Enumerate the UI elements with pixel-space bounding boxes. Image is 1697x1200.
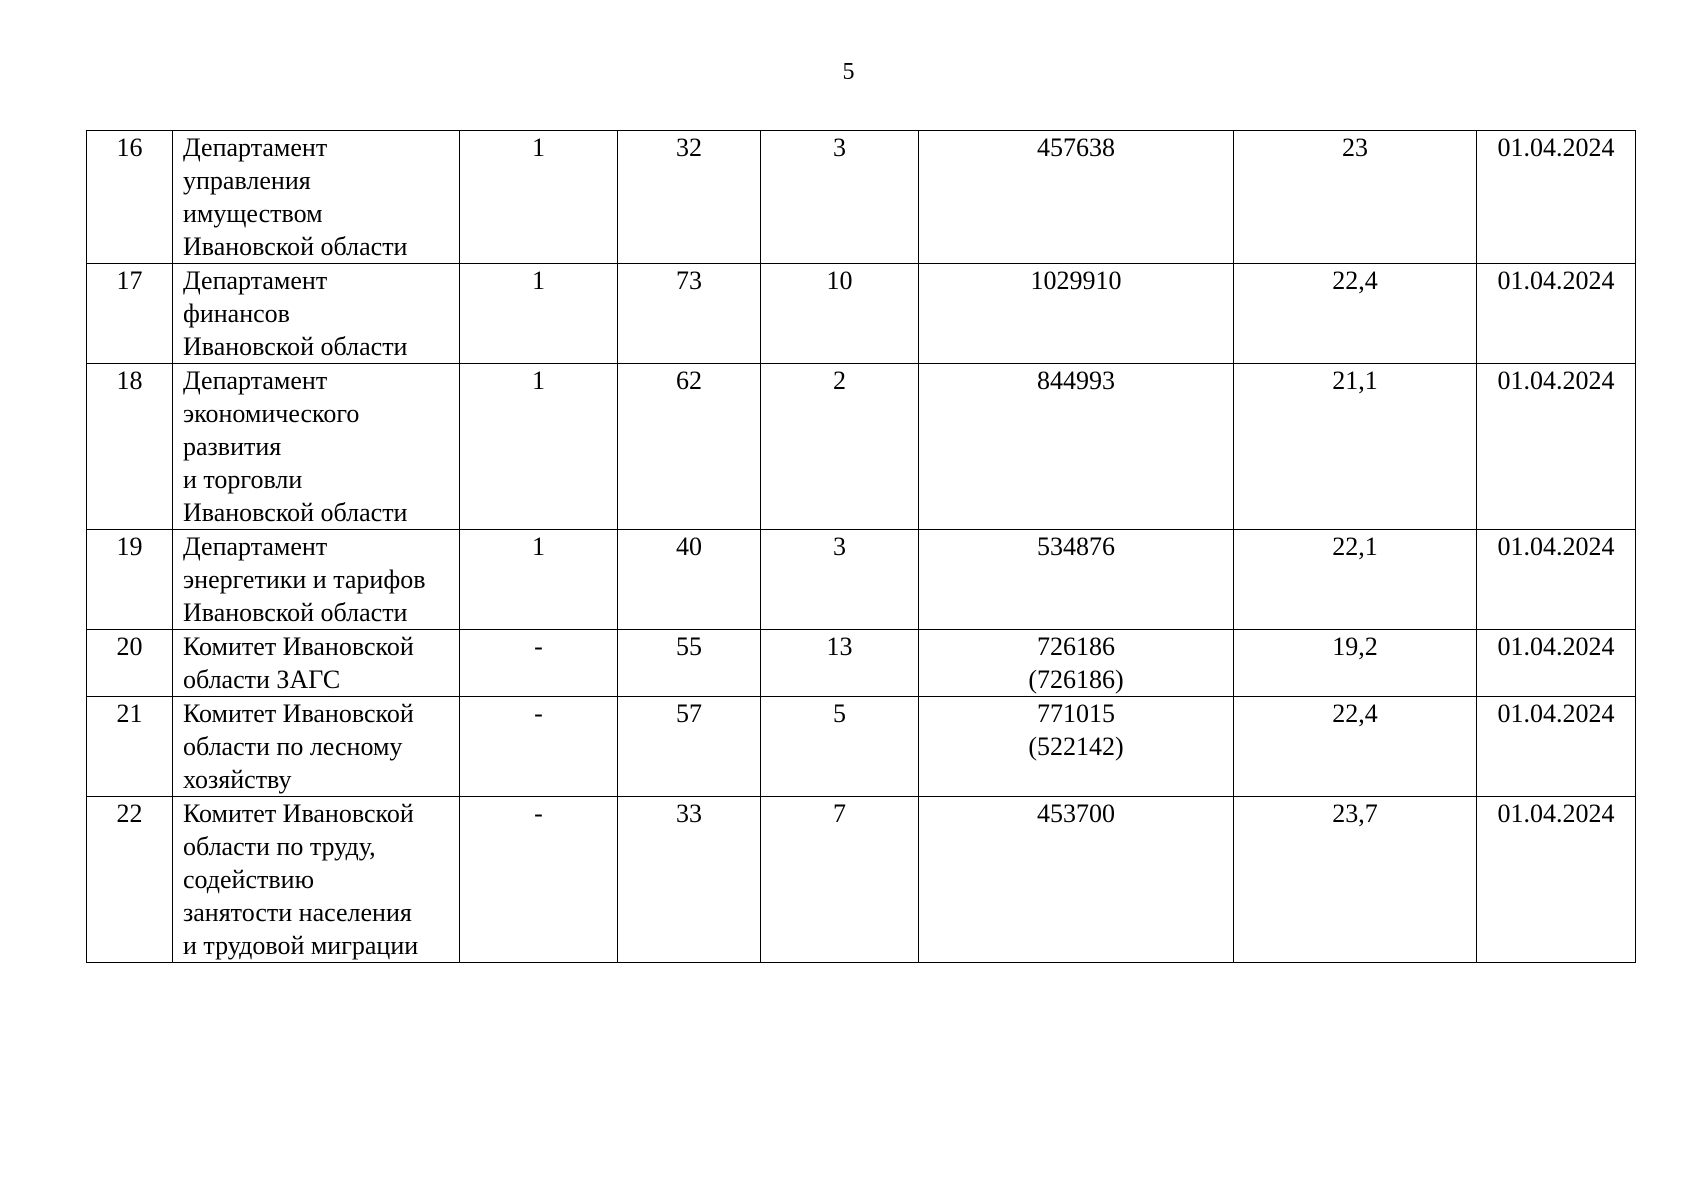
column-5-cell: 21,1: [1234, 364, 1477, 530]
column-2-cell: 32: [618, 131, 761, 264]
organization-name-line: хозяйству: [183, 765, 292, 794]
organization-name-line: содействию: [183, 865, 314, 894]
row-number-cell: 17: [87, 264, 173, 364]
table-row: [87, 264, 1636, 364]
column-5-cell: 23,7: [1234, 797, 1477, 963]
organization-name-line: и торговли: [183, 465, 303, 494]
date-cell: 01.04.2024: [1477, 697, 1636, 797]
organization-name-line: области ЗАГС: [183, 665, 341, 694]
column-3-cell: 3: [761, 530, 919, 630]
column-1-cell: 1: [460, 131, 618, 264]
date-cell: 01.04.2024: [1477, 630, 1636, 697]
column-4-cell: [919, 630, 1234, 697]
column-4-cell: [919, 264, 1234, 364]
organization-name-line: Ивановской области: [183, 232, 408, 261]
organization-name-line: экономического: [183, 399, 360, 428]
column-1-cell: 1: [460, 530, 618, 630]
column-4-cell: [919, 697, 1234, 797]
column-5-cell: 22,4: [1234, 264, 1477, 364]
data-table: [86, 130, 1636, 963]
column-2-cell: 40: [618, 530, 761, 630]
organization-name-line: и трудовой миграции: [183, 931, 419, 960]
organization-name-line: развития: [183, 432, 282, 461]
organization-name-cell: [173, 697, 460, 797]
organization-name-line: Департамент: [183, 133, 328, 162]
column-3-cell: 7: [761, 797, 919, 963]
column-4-cell: [919, 797, 1234, 963]
organization-name-cell: [173, 131, 460, 264]
column-4-value: (726186): [1028, 665, 1124, 694]
organization-name-line: Комитет Ивановской: [183, 799, 414, 828]
column-2-cell: 73: [618, 264, 761, 364]
column-3-cell: 10: [761, 264, 919, 364]
organization-name-line: области по труду,: [183, 832, 376, 861]
table-row: [87, 364, 1636, 530]
table-row: [87, 797, 1636, 963]
organization-name-line: Департамент: [183, 532, 328, 561]
column-4-cell: [919, 131, 1234, 264]
organization-name-line: Комитет Ивановской: [183, 632, 414, 661]
organization-name-line: Департамент: [183, 266, 328, 295]
column-1-cell: -: [460, 697, 618, 797]
row-number-cell: 22: [87, 797, 173, 963]
page-number: 5: [842, 59, 855, 85]
organization-name-line: Ивановской области: [183, 498, 408, 527]
column-4-value: 844993: [1037, 366, 1115, 395]
organization-name-cell: [173, 797, 460, 963]
column-5-cell: 22,1: [1234, 530, 1477, 630]
organization-name-line: управления: [183, 166, 311, 195]
column-1-cell: 1: [460, 264, 618, 364]
row-number-cell: 19: [87, 530, 173, 630]
row-number-cell: 20: [87, 630, 173, 697]
column-1-cell: 1: [460, 364, 618, 530]
column-4-value: 457638: [1037, 133, 1115, 162]
organization-name-line: энергетики и тарифов: [183, 565, 426, 594]
column-2-cell: 55: [618, 630, 761, 697]
organization-name-line: области по лесному: [183, 732, 403, 761]
column-3-cell: 2: [761, 364, 919, 530]
column-4-value: 726186: [1037, 632, 1115, 661]
column-3-cell: 5: [761, 697, 919, 797]
organization-name-line: имуществом: [183, 199, 323, 228]
organization-name-line: Комитет Ивановской: [183, 699, 414, 728]
date-cell: 01.04.2024: [1477, 364, 1636, 530]
organization-name-line: финансов: [183, 299, 290, 328]
table-body: [87, 131, 1636, 963]
column-2-cell: 57: [618, 697, 761, 797]
column-4-value: 534876: [1037, 532, 1115, 561]
column-4-value: 453700: [1037, 799, 1115, 828]
date-cell: 01.04.2024: [1477, 264, 1636, 364]
date-cell: 01.04.2024: [1477, 530, 1636, 630]
organization-name-line: занятости населения: [183, 898, 412, 927]
row-number-cell: 21: [87, 697, 173, 797]
row-number-cell: 18: [87, 364, 173, 530]
organization-name-line: Ивановской области: [183, 598, 408, 627]
organization-name-cell: [173, 530, 460, 630]
column-5-cell: 22,4: [1234, 697, 1477, 797]
column-1-cell: -: [460, 797, 618, 963]
organization-name-cell: [173, 630, 460, 697]
table-row: [87, 530, 1636, 630]
column-4-value: (522142): [1028, 732, 1124, 761]
date-cell: 01.04.2024: [1477, 797, 1636, 963]
column-4-value: 771015: [1037, 699, 1115, 728]
organization-name-cell: [173, 264, 460, 364]
column-3-cell: 13: [761, 630, 919, 697]
column-1-cell: -: [460, 630, 618, 697]
column-5-cell: 19,2: [1234, 630, 1477, 697]
column-5-cell: 23: [1234, 131, 1477, 264]
organization-name-line: Департамент: [183, 366, 328, 395]
table-row: [87, 630, 1636, 697]
organization-name-line: Ивановской области: [183, 332, 408, 361]
row-number-cell: 16: [87, 131, 173, 264]
table-row: [87, 131, 1636, 264]
organization-name-cell: [173, 364, 460, 530]
table-row: [87, 697, 1636, 797]
date-cell: 01.04.2024: [1477, 131, 1636, 264]
column-2-cell: 62: [618, 364, 761, 530]
column-2-cell: 33: [618, 797, 761, 963]
column-3-cell: 3: [761, 131, 919, 264]
column-4-value: 1029910: [1030, 266, 1122, 295]
column-4-cell: [919, 364, 1234, 530]
column-4-cell: [919, 530, 1234, 630]
